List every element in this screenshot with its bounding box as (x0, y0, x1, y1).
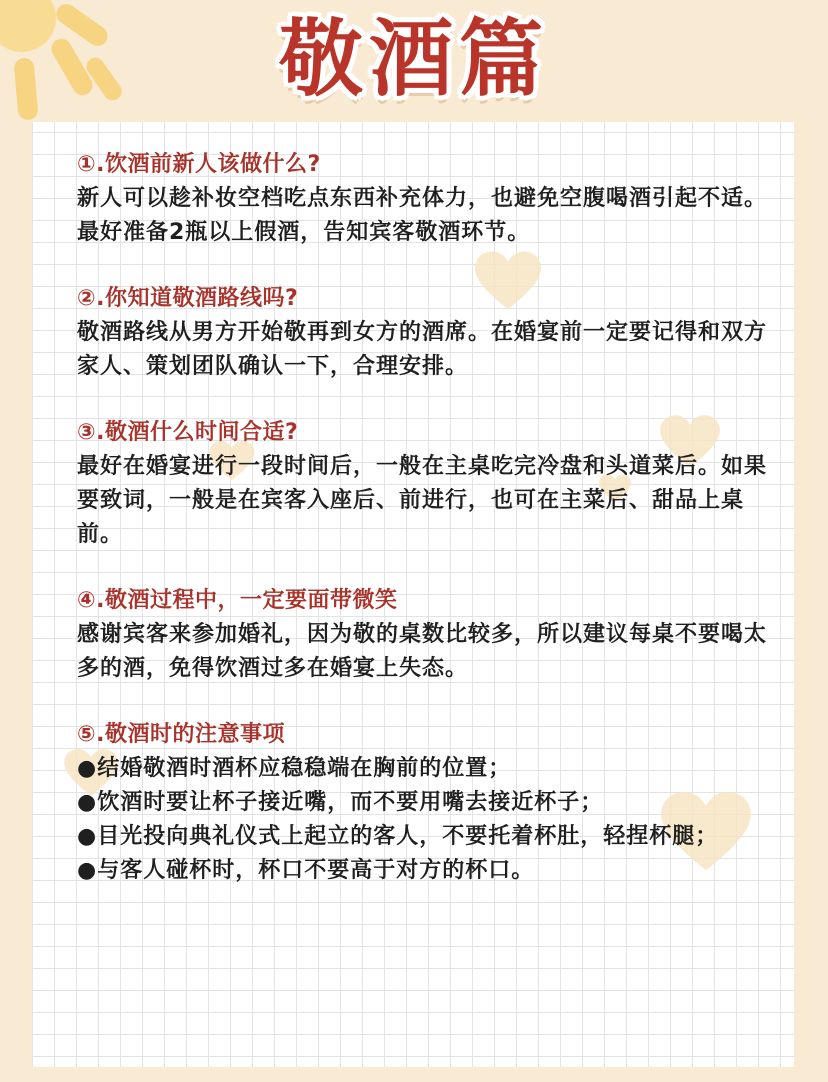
notes-list (77, 752, 767, 888)
section-timing (77, 416, 767, 552)
section-body: 敬酒路线从男方开始敬再到女方的酒席。在婚宴前一定要记得和双方家人、策划团队确认一下，合理安排。 (77, 320, 768, 379)
section-prep (77, 148, 767, 250)
article-content (77, 148, 767, 888)
list-item: ●结婚敬酒时酒杯应稳稳端在胸前的位置； (77, 756, 512, 781)
section-heading: ②.你知道敬酒路线吗? (77, 286, 299, 311)
section-heading: ①.饮酒前新人该做什么? (77, 152, 321, 177)
section-body: 新人可以趁补妆空档吃点东西补充体力，也避免空腹喝酒引起不适。最好准备2瓶以上假酒，告知宾客敬酒环节。 (77, 186, 768, 245)
section-notes (77, 718, 767, 888)
page-title: 敬酒篇 (278, 10, 549, 108)
list-item: ●目光投向典礼仪式上起立的客人，不要托着杯肚，轻捏杯腿； (77, 824, 719, 849)
list-item: ●饮酒时要让杯子接近嘴，而不要用嘴去接近杯子； (77, 790, 604, 815)
section-heading: ④.敬酒过程中，一定要面带微笑 (77, 588, 398, 613)
section-body: 最好在婚宴进行一段时间后，一般在主桌吃完冷盘和头道菜后。如果要致词，一般是在宾客入座后、前进行，也可在主菜后、甜品上桌前。 (77, 454, 768, 547)
section-heading: ⑤.敬酒时的注意事项 (77, 722, 285, 747)
section-heading: ③.敬酒什么时间合适? (77, 420, 299, 445)
section-body: 感谢宾客来参加婚礼，因为敬的桌数比较多，所以建议每桌不要喝太多的酒，免得饮酒过多在婚宴上失态。 (77, 622, 768, 681)
list-item: ●与客人碰杯时，杯口不要高于对方的杯口。 (77, 858, 535, 883)
section-route (77, 282, 767, 384)
section-smile (77, 584, 767, 686)
